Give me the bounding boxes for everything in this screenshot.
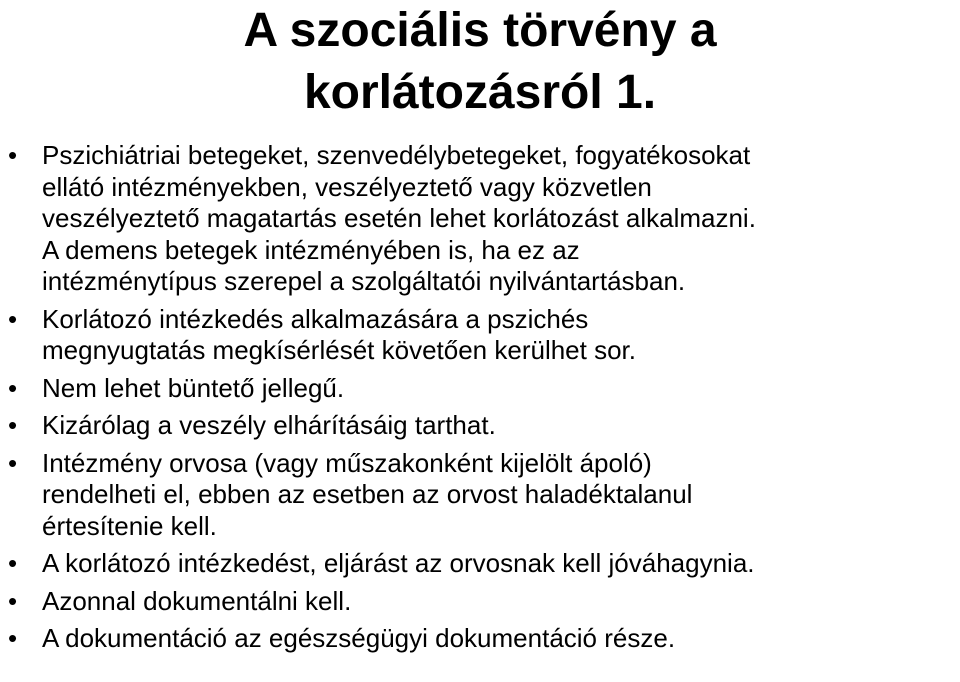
bullet-4-line-1: Kizárólag a veszély elhárításáig tarthat. <box>42 410 496 440</box>
bullet-icon: • <box>8 548 18 578</box>
bullet-item-5 <box>0 448 960 543</box>
bullet-1-line-1: Pszichiátriai betegeket, szenvedélybetegeket, fogyatékosokat <box>42 140 751 170</box>
bullet-icon: • <box>8 140 18 170</box>
bullet-3-line-1: Nem lehet büntető jellegű. <box>42 372 345 403</box>
bullet-1-line-3: veszélyeztető magatartás esetén lehet korlátozást alkalmazni. <box>42 203 756 233</box>
bullet-icon: • <box>8 410 18 440</box>
bullet-item-7 <box>0 586 960 618</box>
bullet-2-line-1: Korlátozó intézkedés alkalmazására a pszichés <box>42 303 589 334</box>
bullet-icon: • <box>8 623 18 653</box>
bullet-icon: • <box>8 303 18 334</box>
bullet-8-line-1: A dokumentáció az egészségügyi dokumentáció része. <box>42 623 676 653</box>
title-line-2: korlátozásról 1. <box>303 66 657 119</box>
bullet-list <box>0 140 960 661</box>
bullet-5-line-3: értesítenie kell. <box>42 510 217 541</box>
bullet-1-line-5: intézménytípus szerepel a szolgáltatói nyilvántartásban. <box>42 266 686 296</box>
bullet-item-6 <box>0 548 960 580</box>
bullet-5-line-2: rendelheti el, ebben az esetben az orvost haladéktalanul <box>42 479 693 509</box>
bullet-item-8 <box>0 623 960 655</box>
bullet-1-line-2: ellátó intézményekben, veszélyeztető vagy közvetlen <box>42 171 652 202</box>
bullet-2-line-2: megnyugtatás megkísérlését követően kerülhet sor. <box>42 335 636 365</box>
bullet-icon: • <box>8 585 18 616</box>
bullet-5-line-1: Intézmény orvosa (vagy műszakonként kijelölt ápoló) <box>42 447 652 478</box>
bullet-item-1 <box>0 140 960 298</box>
bullet-6-line-1: A korlátozó intézkedést, eljárást az orvosnak kell jóváhagynia. <box>42 548 755 578</box>
bullet-7-line-1: Azonnal dokumentálni kell. <box>42 585 352 616</box>
bullet-item-3 <box>0 373 960 405</box>
title-line-1: A szociális törvény a <box>243 4 717 57</box>
bullet-1-line-4: A demens betegek intézményében is, ha ez az <box>42 234 580 265</box>
bullet-item-2 <box>0 304 960 367</box>
bullet-icon: • <box>8 447 18 478</box>
bullet-item-4 <box>0 410 960 442</box>
bullet-icon: • <box>8 372 18 403</box>
slide-title <box>0 0 960 124</box>
